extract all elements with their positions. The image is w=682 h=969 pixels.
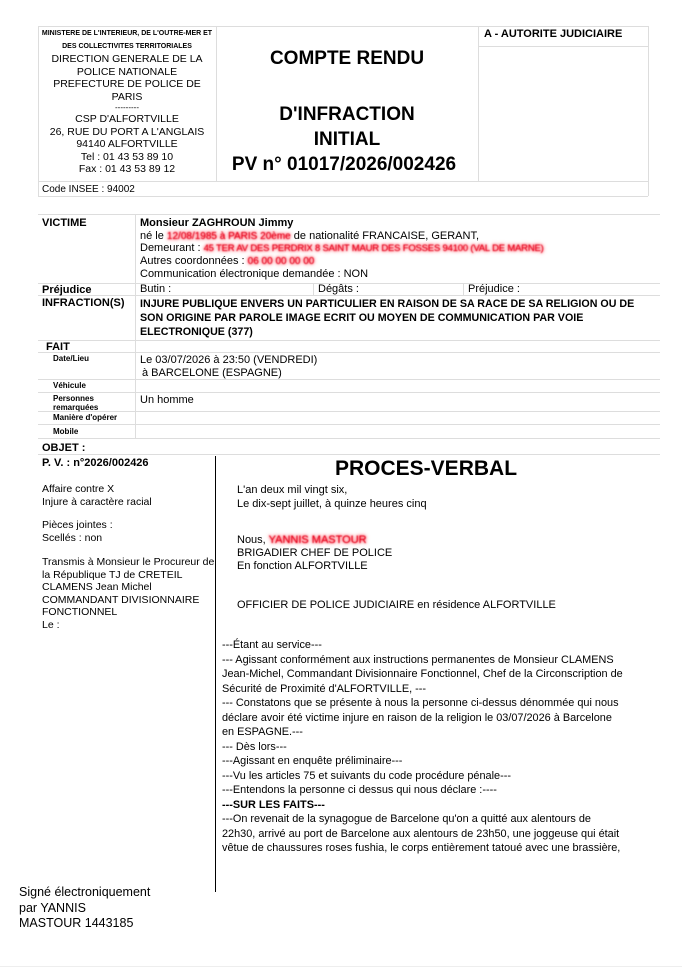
address-prefix: Demeurant : [140, 242, 201, 254]
pv-number: PV n° 01017/2026/002426 [231, 154, 457, 175]
csp-line: 94140 ALFORTVILLE [76, 138, 178, 150]
pv-body-line: --- Dès lors--- [222, 740, 287, 753]
transmis-line: CLAMENS Jean Michel [42, 581, 152, 593]
redacted-officer: YANNIS MASTOUR [268, 534, 367, 546]
pv-date-line: Le dix-sept juillet, à quinze heures cinq [237, 498, 427, 510]
transmis-line: Transmis à Monsieur le Procureur de [42, 556, 215, 568]
pieces-line: Pièces jointes : [42, 519, 113, 531]
pv-body-line: ---SUR LES FAITS--- [222, 798, 325, 811]
signature-line: MASTOUR 1443185 [19, 916, 134, 930]
nous-label: Nous, [237, 534, 266, 546]
date-value: Le 03/07/2026 à 23:50 (VENDREDI) [140, 354, 318, 366]
victim-address-line [140, 242, 544, 254]
persons-value: Un homme [140, 394, 194, 406]
title-line: D'INFRACTION [279, 104, 415, 125]
transmis-line: la République TJ de CRETEIL [42, 568, 183, 581]
affaire-block [42, 483, 152, 508]
pv-body [222, 638, 623, 856]
csp-line: CSP D'ALFORTVILLE [75, 113, 179, 125]
affaire-line: Injure à caractère racial [42, 495, 152, 508]
victim-nationality: de nationalité FRANCAISE, GERANT, [293, 230, 480, 242]
victim-label: VICTIME [42, 217, 87, 229]
csp-line: Fax : 01 43 53 89 12 [78, 163, 176, 175]
pv-body-line: en ESPAGNE.--- [222, 726, 303, 738]
pv-body-line: --- Constatons que se présente à nous la personne ci-dessus dénommée qui nous [222, 697, 619, 709]
manner-label: Manière d'opérer [53, 413, 118, 422]
authority-label: A - AUTORITE JUDICIAIRE [484, 28, 623, 40]
infraction-label: INFRACTION(S) [42, 297, 125, 309]
objet-label: OBJET : [42, 442, 86, 454]
header-left [38, 27, 216, 176]
title-line: COMPTE RENDU [269, 48, 425, 69]
pv-body-line: 22h30, arrivé au port de Barcelone aux alentours de 23h50, une joggeuse qui était [222, 827, 620, 840]
pv-rank: BRIGADIER CHEF DE POLICE [237, 547, 393, 559]
redacted-birth: 12/08/1985 à PARIS 20ème [166, 231, 291, 242]
signature-block [19, 885, 150, 932]
transmis-line: FONCTIONNEL [42, 606, 118, 618]
direction-line: PREFECTURE DE POLICE DE [53, 78, 201, 90]
direction-line: --------- [115, 103, 139, 112]
pv-body-line: Jean-Michel, Commandant Divisionnaire Fonctionnel, Chef de la Circonscription de [222, 668, 623, 680]
prejudice-field-label: Préjudice : [468, 283, 520, 295]
csp-line: Tel : 01 43 53 89 10 [80, 150, 174, 163]
pv-body-line: ---Agissant en enquête préliminaire--- [222, 755, 403, 767]
pv-body-line: ---Vu les articles 75 et suivants du code procédure pénale--- [222, 769, 511, 782]
pv-opj: OFFICIER DE POLICE JUDICIAIRE en résidence ALFORTVILLE [237, 599, 556, 611]
transmis-line: COMMANDANT DIVISIONNAIRE [42, 593, 200, 606]
mobile-label: Mobile [53, 427, 79, 436]
persons-label: Personnes remarquées [53, 394, 99, 412]
victim-name: Monsieur ZAGHROUN Jimmy [140, 217, 294, 229]
vehicle-label: Véhicule [53, 381, 86, 390]
pv-title: PROCES-VERBAL [335, 457, 518, 480]
direction-line: DIRECTION GENERALE DE LA [51, 53, 203, 65]
ministry-line: DES COLLECTIVITES TERRITORIALES [62, 43, 192, 50]
csp-line: 26, RUE DU PORT A L'ANGLAIS [49, 125, 205, 138]
pv-body-line: ---Entendons la personne ci dessus qui nous déclare :---- [222, 784, 497, 796]
place-value: à BARCELONE (ESPAGNE) [142, 367, 282, 379]
prejudice-label: Préjudice [42, 284, 92, 296]
pv-ref: P. V. : n°2026/002426 [42, 457, 149, 469]
redacted-address: 45 TER AV DES PERDRIX 8 SAINT MAUR DES FOSSES 94100 (VAL DE MARNE) [203, 243, 544, 254]
signature-line: par YANNIS [19, 900, 86, 915]
born-prefix: né le [140, 230, 164, 242]
degats-label: Dégâts : [318, 283, 359, 295]
pv-body-line: --- Agissant conformément aux instructions permanentes de Monsieur CLAMENS [222, 653, 614, 666]
affaire-line: Affaire contre X [42, 483, 115, 495]
title-line: INITIAL [313, 129, 381, 150]
transmis-line: Le : [42, 618, 60, 631]
pv-body-line: ---Étant au service--- [222, 639, 322, 651]
pv-nous-line [237, 534, 367, 547]
date-label: Date/Lieu [53, 354, 90, 363]
direction-line: POLICE NATIONALE [76, 65, 178, 78]
code-insee: Code INSEE : 94002 [42, 184, 135, 195]
pv-body-line: déclare avoir été victime injure en raison de la religion le 03/07/2026 à Barcelone [222, 711, 612, 724]
pv-body-line: Sécurité de Proximité d'ALFORTVILLE, --- [222, 682, 427, 695]
document-title [216, 46, 478, 177]
pv-body-line: vêtue de chaussures roses fushia, le corps entièrement tatoué avec une brassière, [222, 842, 621, 854]
fait-label: FAIT [46, 341, 70, 353]
butin-label: Butin : [140, 283, 172, 295]
direction-line: PARIS [111, 90, 143, 103]
victim-contact-line [140, 255, 314, 267]
transmis-block [42, 556, 214, 631]
redacted-contact: 06 00 00 00 00 [247, 256, 315, 267]
victim-birth-line [140, 230, 479, 242]
pv-date-line: L'an deux mil vingt six, [237, 484, 348, 496]
pv-body-line: ---On revenait de la synagogue de Barcelone qu'on a quitté aux alentours de [222, 813, 591, 825]
pv-function: En fonction ALFORTVILLE [237, 560, 368, 572]
victim-electronic: Communication électronique demandée : NON [140, 268, 369, 280]
infraction-text: INJURE PUBLIQUE ENVERS UN PARTICULIER EN RAISON DE SA RACE DE SA RELIGION OU DE SON ORIGINE PAR PAROLE IMAGE ECRIT OU MOYEN DE COMMUNICATION PAR VOIE ELECTRONIQUE (377) [140, 298, 635, 338]
signature-line: Signé électroniquement [19, 885, 151, 899]
pieces-block [42, 519, 113, 544]
ministry-line: MINISTERE DE L'INTERIEUR, DE L'OUTRE-MER ET [41, 30, 213, 37]
pieces-line: Scellés : non [42, 531, 103, 544]
contact-prefix: Autres coordonnées : [140, 255, 245, 267]
